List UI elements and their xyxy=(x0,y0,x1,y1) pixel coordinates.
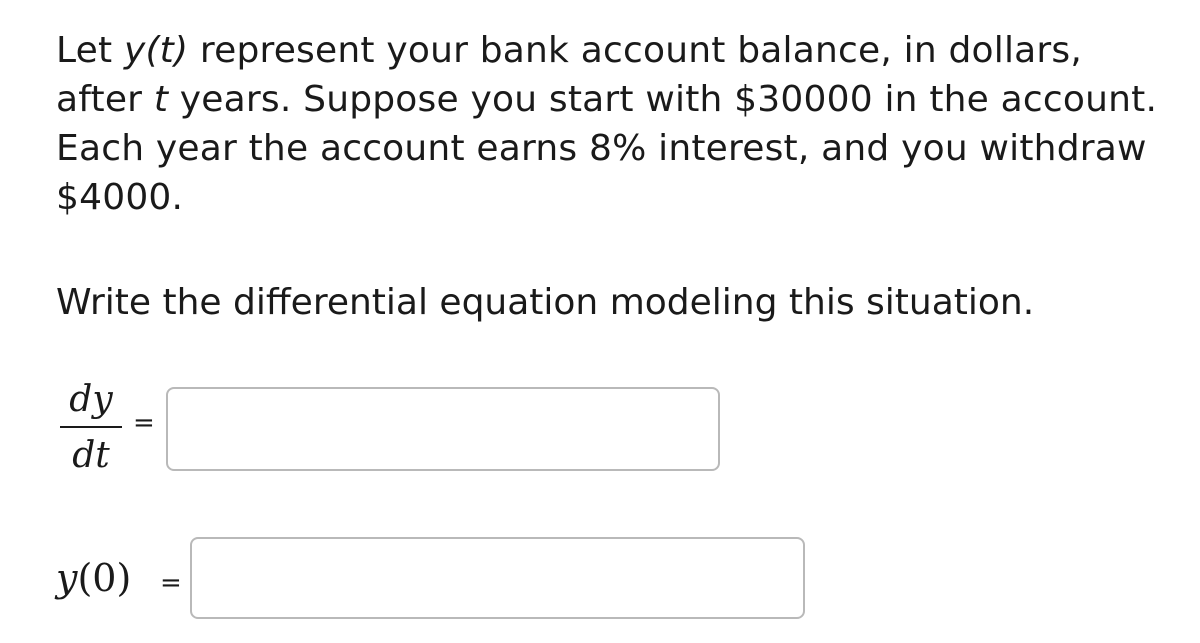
fraction-denominator: dt xyxy=(72,435,110,476)
problem-line-4: $4000. xyxy=(56,177,184,218)
fraction-bar xyxy=(60,426,122,428)
initial-condition-label xyxy=(56,556,131,600)
problem-line-1 xyxy=(56,26,1156,75)
function-argument: (0) xyxy=(77,556,132,600)
fraction-numerator: dy xyxy=(69,379,113,420)
problem-line-2 xyxy=(56,75,1156,124)
function-y: y xyxy=(56,556,78,600)
problem-text: after xyxy=(56,79,154,120)
problem-text: Let xyxy=(56,30,124,71)
equals-sign: = xyxy=(160,568,182,598)
variable-t: t xyxy=(153,79,169,120)
problem-statement xyxy=(56,26,1156,222)
differential-equation-input[interactable] xyxy=(166,387,720,471)
initial-condition-input[interactable] xyxy=(190,537,805,619)
question-prompt: Write the differential equation modeling this situation. xyxy=(56,282,1035,323)
derivative-fraction xyxy=(60,378,122,478)
problem-text: represent your bank account balance, in dollars, xyxy=(188,30,1083,71)
equals-sign: = xyxy=(133,408,155,438)
function-y-of-t: y(t) xyxy=(123,30,189,71)
problem-line-3: Each year the account earns 8% interest, and you withdraw xyxy=(56,128,1147,169)
problem-text: years. Suppose you start with $30000 in the account. xyxy=(168,79,1158,120)
